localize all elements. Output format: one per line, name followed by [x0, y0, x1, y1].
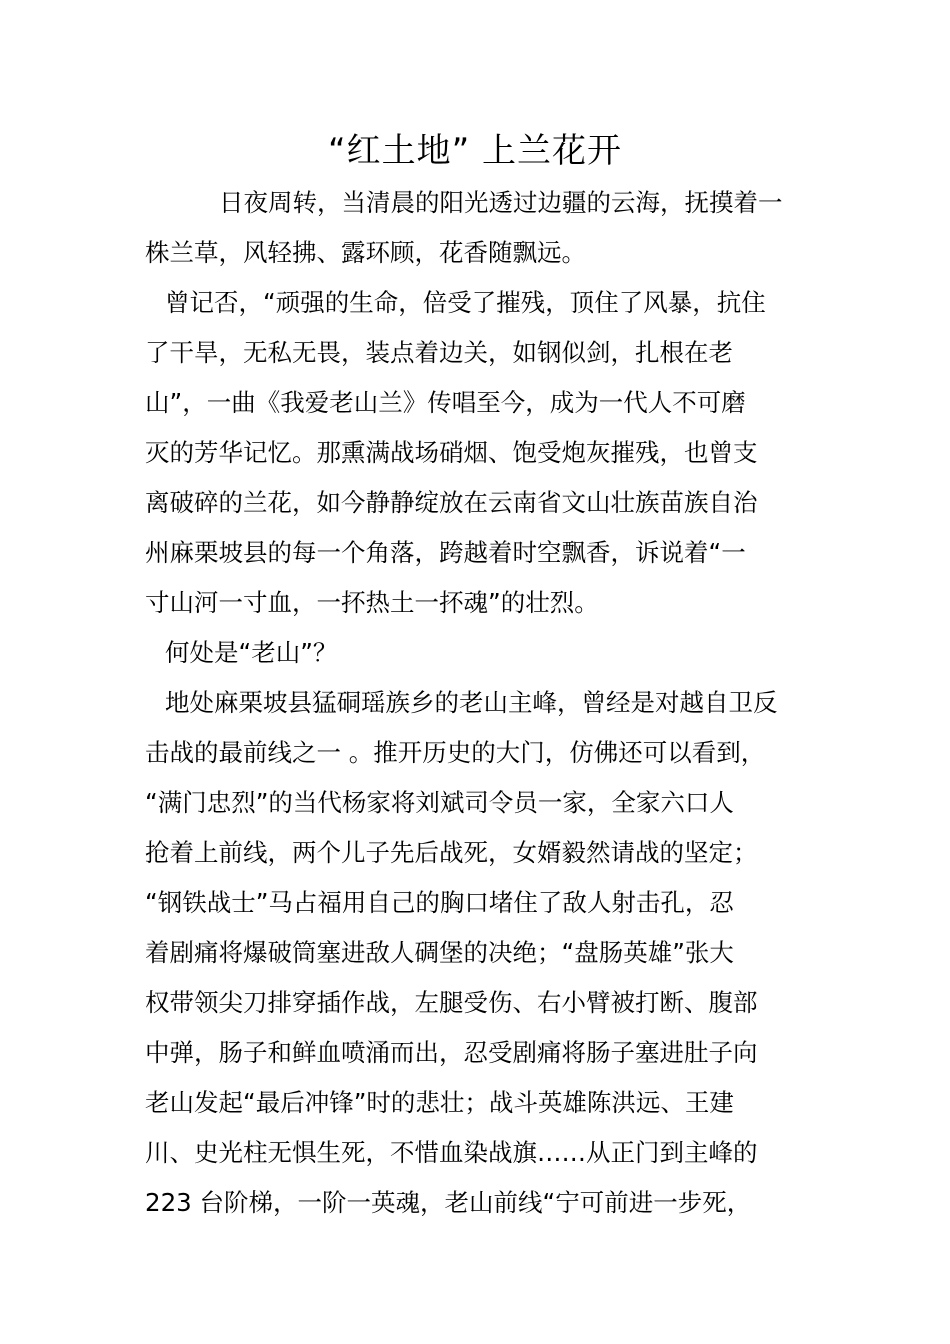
- text-line: 了干旱，无私无畏，装点着边关，如钢似剑，扎根在老: [145, 338, 733, 367]
- document-title: “红土地” 上兰花开: [327, 131, 623, 171]
- text-line: “满门忠烈”的当代杨家将刘斌司令员一家，全家六口人: [145, 788, 734, 817]
- text-line: 州麻栗坡县的每一个角落，跨越着时空飘香，诉说着“一: [145, 538, 746, 567]
- text-line: 中弹，肠子和鲜血喷涌而出，忍受剧痛将肠子塞进肚子向: [145, 1038, 758, 1067]
- text-line: 着剧痛将爆破筒塞进敌人碉堡的决绝；“盘肠英雄”张大: [145, 938, 734, 967]
- text-line: 何处是“老山”？: [165, 638, 338, 667]
- text-line: 寸山河一寸血，一抔热土一抔魂”的壮烈。: [145, 588, 599, 617]
- text-line: 抢着上前线，两个儿子先后战死，女婿毅然请战的坚定；: [145, 838, 758, 867]
- text-line: 日夜周转，当清晨的阳光透过边疆的云海，抚摸着一: [219, 188, 783, 217]
- text-line: 川、史光柱无惧生死，不惜血染战旗……从正门到主峰的: [145, 1138, 758, 1167]
- text-line: 株兰草，风轻拂、露环顾，花香随飘远。: [145, 238, 586, 267]
- text-line: 地处麻栗坡县猛硐瑶族乡的老山主峰，曾经是对越自卫反: [165, 688, 778, 717]
- text-line: 灭的芳华记忆。那熏满战场硝烟、饱受炮灰摧残，也曾支: [145, 438, 758, 467]
- document-body: [145, 178, 813, 1228]
- text-line: 223 台阶梯，一阶一英魂，老山前线“宁可前进一步死，: [145, 1188, 752, 1217]
- text-line: 曾记否，“顽强的生命，倍受了摧残，顶住了风暴，抗住: [165, 288, 766, 317]
- text-line: 山”，一曲《我爱老山兰》传唱至今，成为一代人不可磨: [145, 388, 746, 417]
- text-line: 离破碎的兰花，如今静静绽放在云南省文山壮族苗族自治: [145, 488, 758, 517]
- text-line: 老山发起“最后冲锋”时的悲壮；战斗英雄陈洪远、王建: [145, 1088, 734, 1117]
- text-line: 权带领尖刀排穿插作战，左腿受伤、右小臂被打断、腹部: [145, 988, 758, 1017]
- text-line: 击战的最前线之一 。推开历史的大门，仿佛还可以看到，: [145, 738, 766, 767]
- text-line: “钢铁战士”马占福用自己的胸口堵住了敌人射击孔，忍: [145, 888, 734, 917]
